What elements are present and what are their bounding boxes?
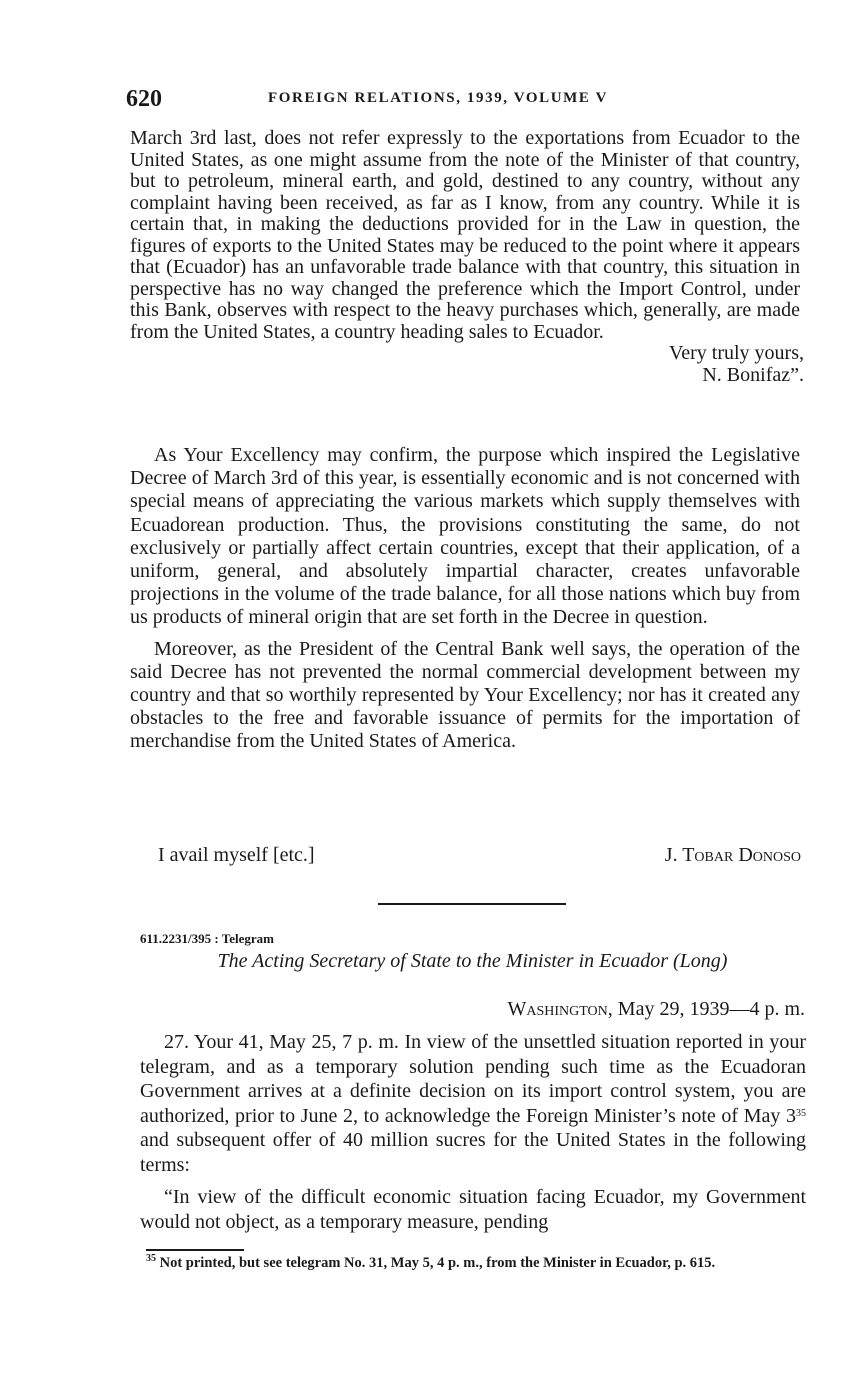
file-reference: 611.2231/395 : Telegram [140,931,274,946]
page-header [126,84,806,118]
footnote-divider [146,1249,244,1251]
dateline-place: Washington [507,998,608,1020]
letter-signature: N. Bonifaz”. [702,363,804,386]
section-divider [378,903,566,905]
footnote-mark: 35 [146,1253,156,1264]
running-title: FOREIGN RELATIONS, 1939, VOLUME V [268,90,609,106]
dateline [507,998,805,1021]
telegram-paragraph-1 [140,1030,806,1177]
letter-closing: Very truly yours, [669,342,804,364]
footnote [146,1254,808,1272]
footnote-reference: 35 [796,1107,806,1119]
page-number: 620 [126,86,162,112]
note-body [130,444,800,754]
telegram-body [140,1030,806,1234]
note-paragraph-2: Moreover, as the President of the Central Bank well says, the operation of the said Decree has not prevented the normal commercial development between my country and that so worthily represented by Your Excellency; nor has it created any obstacles to the free and favorable issuance of permits for the importation of merchandise from the United States of America. [130,637,800,753]
telegram-paragraph-1-start: 27. Your 41, May 25, 7 p. m. In view of the unsettled situation reported in your telegram, and as a temporary solution pending such time as the Ecuadoran Government arrives at a definite decision on its import control system, you are authorized, prior to June 2, to acknowledge the Foreign Minister’s note of May 3 [140,1031,806,1127]
letter-paragraph: March 3rd last, does not refer expressly to the exportations from Ecuador to the United States, as one might assume from the note of the Minister of that country, but to petroleum, mineral earth, and gold, destined to any country, without any complaint having been received, as far as I know, from any country. While it is certain that, in making the deductions provided for in the Law in question, the figures of exports to the United States may be reduced to the point where it appears that (Ecuador) has an unfavorable trade balance with that country, this situation in perspective has no way changed the preference which the Import Control, under this Bank, observes with respect to the heavy purchases which, generally, are made from the United States, a country heading sales to Ecuador. [130,127,800,343]
telegram-paragraph-2: “In view of the difficult economic situation facing Ecuador, my Government would not object, as a temporary measure, pending [140,1186,806,1233]
signer-name: J. Tobar Donoso [664,844,801,866]
note-paragraph-1: As Your Excellency may confirm, the purpose which inspired the Legislative Decree of March 3rd of this year, is essentially economic and is not concerned with special means of appreciating the various markets which supply themselves with Ecuadorean production. Thus, the provisions constituting the same, do not exclusively or partially affect certain countries, except that their application, of a uniform, general, and absolutely impartial character, creates unfavorable projections in the volume of the trade balance, for all those nations which buy from us products of mineral origin that are set forth in the Decree in question. [130,444,800,629]
letter-continuation [130,127,804,386]
avail-text: I avail myself [etc.] [158,844,315,866]
dateline-date: , May 29, 1939—4 p. m. [607,998,805,1020]
footnote-text: Not printed, but see telegram No. 31, May 5, 4 p. m., from the Minister in Ecuador, p. 615. [156,1255,716,1271]
telegram-paragraph-1-end: and subsequent offer of 40 million sucres for the United States in the following terms: [140,1129,806,1176]
document-title: The Acting Secretary of State to the Minister in Ecuador (Long) [217,950,728,972]
